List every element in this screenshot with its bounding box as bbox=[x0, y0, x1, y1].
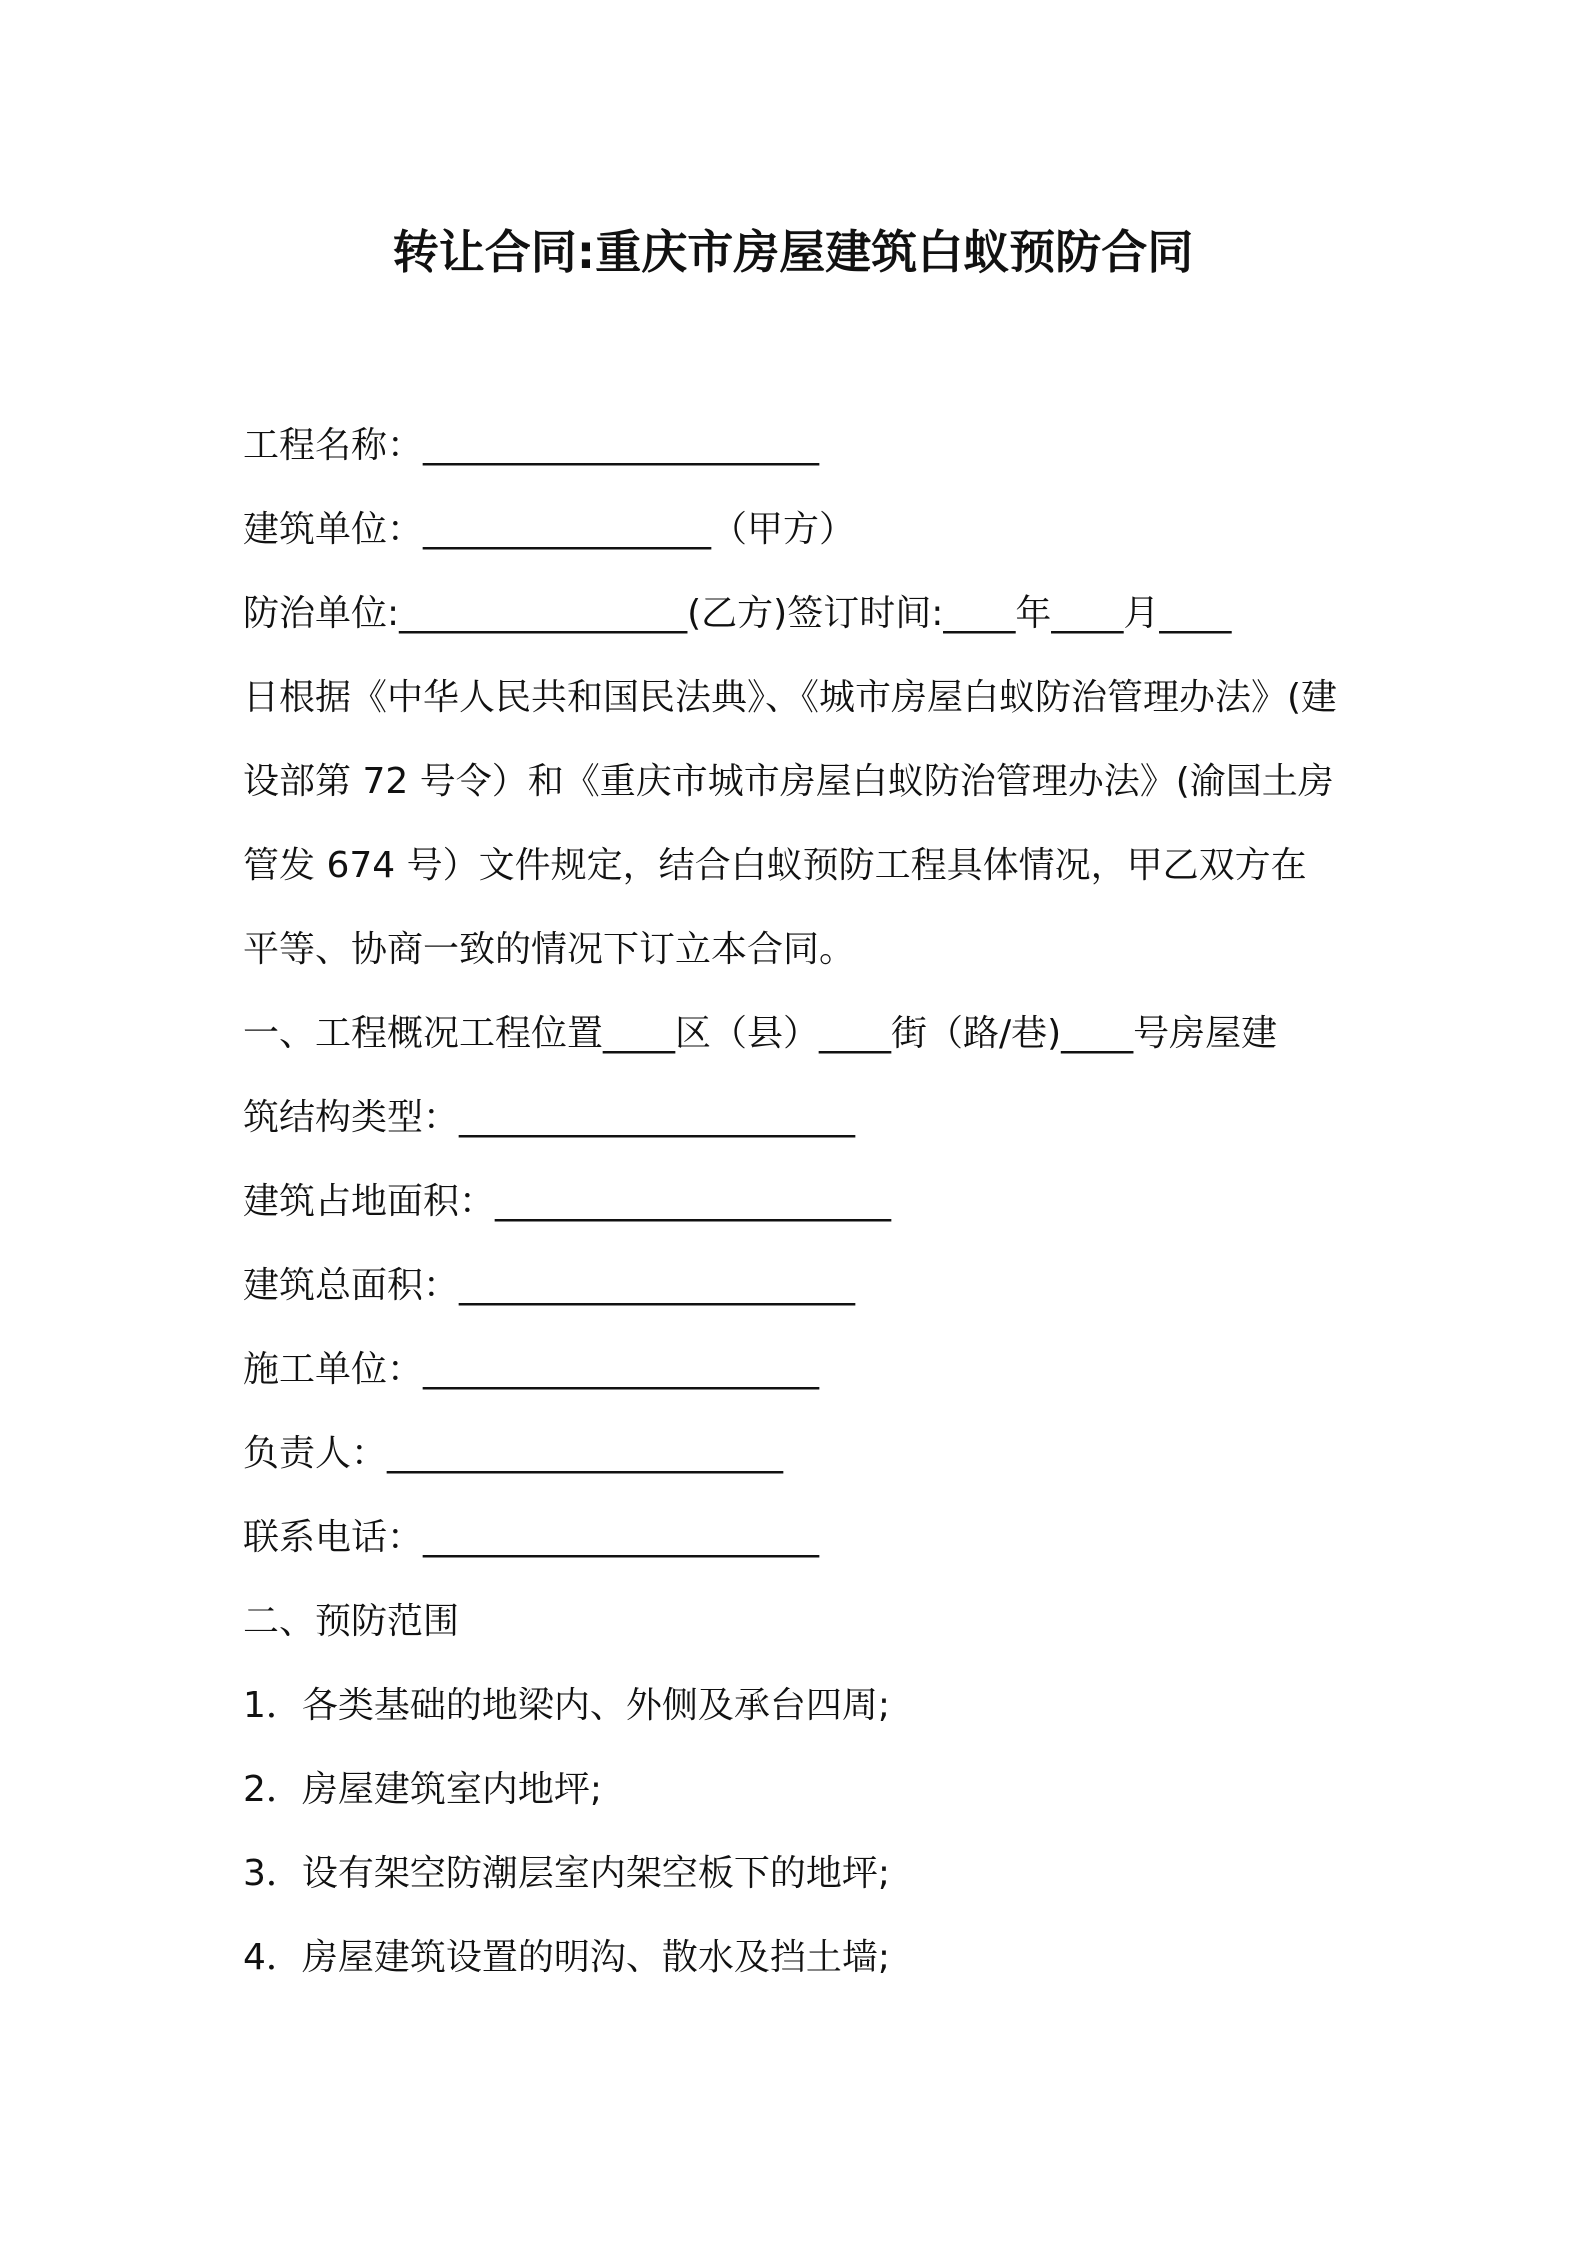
total-area-line: 建筑总面积：______________________ bbox=[243, 1265, 856, 1306]
paragraph-line: 管发 674 号）文件规定，结合白蚁预防工程具体情况，甲乙双方在 bbox=[243, 845, 1307, 886]
paragraph-line: 日根据《中华人民共和国民法典》、《城市房屋白蚁防治管理办法》(建 bbox=[243, 677, 1338, 718]
section-heading-line: 一、工程概况工程位置____区（县）____街（路/巷)____号房屋建 bbox=[243, 1013, 1278, 1054]
list-item: 3．设有架空防潮层室内架空板下的地坪; bbox=[243, 1853, 891, 1894]
list-item: 1．各类基础的地梁内、外侧及承台四周; bbox=[243, 1685, 891, 1726]
control-unit-line: 防治单位:________________(乙方)签订时间:____年____月____ bbox=[243, 593, 1232, 634]
paragraph-line: 设部第 72 号令）和《重庆市城市房屋白蚁防治管理办法》(渝国土房 bbox=[243, 761, 1334, 802]
land-area-line: 建筑占地面积：______________________ bbox=[243, 1181, 892, 1222]
responsible-person-line: 负责人：______________________ bbox=[243, 1433, 784, 1474]
list-item: 4．房屋建筑设置的明沟、散水及挡土墙; bbox=[243, 1937, 891, 1978]
paragraph-line: 平等、协商一致的情况下订立本合同。 bbox=[243, 929, 856, 970]
project-name-line: 工程名称：______________________ bbox=[243, 425, 820, 466]
list-item: 2．房屋建筑室内地坪; bbox=[243, 1769, 603, 1810]
section-heading-scope: 二、预防范围 bbox=[243, 1601, 460, 1642]
document-body bbox=[243, 404, 1359, 2000]
phone-line: 联系电话：______________________ bbox=[243, 1517, 820, 1558]
document-title: 转让合同:重庆市房屋建筑白蚁预防合同 bbox=[392, 225, 1194, 279]
building-unit-line: 建筑单位：________________（甲方） bbox=[243, 509, 856, 550]
construction-unit-line: 施工单位：______________________ bbox=[243, 1349, 820, 1390]
structure-type-line: 筑结构类型：______________________ bbox=[243, 1097, 856, 1138]
